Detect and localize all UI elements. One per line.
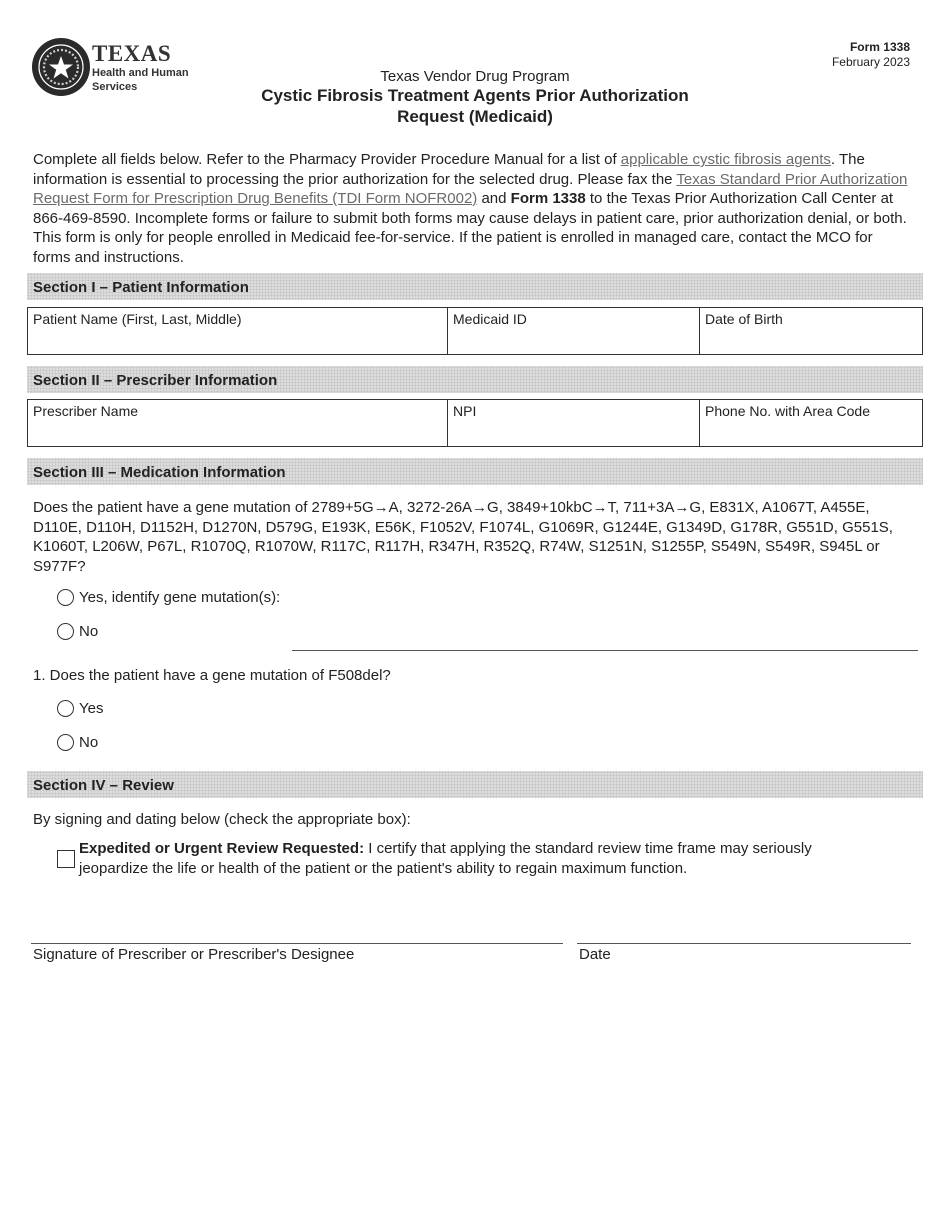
cystic-fibrosis-agents-link[interactable]: applicable cystic fibrosis agents bbox=[620, 151, 831, 168]
patient-info-row bbox=[27, 307, 923, 355]
npi-field[interactable] bbox=[448, 400, 700, 446]
medicaid-id-label: Medicaid ID bbox=[453, 311, 527, 327]
expedited-review-heading: Expedited or Urgent Review Requested: bbox=[79, 840, 365, 857]
f508del-yes-label: Yes bbox=[79, 700, 104, 717]
date-of-birth-field[interactable] bbox=[700, 308, 922, 354]
form-title-line-1: Cystic Fibrosis Treatment Agents Prior Authorization bbox=[261, 86, 689, 105]
question-number: 1. bbox=[33, 667, 46, 684]
signature-label: Signature of Prescriber or Prescriber's Designee bbox=[33, 946, 355, 963]
medicaid-id-field[interactable] bbox=[448, 308, 700, 354]
intro-form-number: Form 1338 bbox=[510, 190, 586, 207]
f508del-question bbox=[33, 666, 391, 686]
form-number-block bbox=[832, 40, 910, 70]
expedited-review-text: I certify that applying the standard review time frame may seriously jeopardize the life or health of the patient or the patient's ability to regain maximum function. bbox=[79, 840, 812, 877]
intro-text-3: and bbox=[477, 190, 511, 207]
tdi-form-link[interactable]: Texas Standard Prior Authorization Request Form for Prescription Drug Benefits (TDI Form NOFR002) bbox=[33, 170, 908, 207]
gene-mutation-question: Does the patient have a gene mutation of 2789+5G→A, 3272-26A→G, 3849+10kbC→T, 711+3A→G, E831X, A1067T, A455E, D110E, D110H, D1152H, D1270N, D579G, E193K, E56K, F1052V, F1074L, G1069R, G1244E, G1349D, G178R, G551D, G551S, K1060T, L206W, P67L, R1070Q, R1070W, R117C, R117H, R347H, R352Q, R74W, S1251N, S1255P, S549N, S549R, S945L or S977F? bbox=[33, 499, 893, 575]
npi-label: NPI bbox=[453, 403, 477, 419]
f508del-no-label: No bbox=[79, 734, 99, 751]
mutation-yes-label: Yes, identify gene mutation(s): bbox=[79, 589, 281, 606]
review-instruction: By signing and dating below (check the appropriate box): bbox=[33, 811, 411, 828]
patient-name-label: Patient Name (First, Last, Middle) bbox=[33, 311, 242, 327]
date-of-birth-label: Date of Birth bbox=[705, 311, 783, 327]
section-4-header: Section IV – Review bbox=[27, 771, 923, 798]
patient-name-field[interactable] bbox=[28, 308, 448, 354]
logo-subtitle-2: Services bbox=[92, 81, 138, 93]
f508del-question-text: Does the patient have a gene mutation of F508del? bbox=[45, 667, 391, 684]
form-title-line-2: Request (Medicaid) bbox=[397, 107, 553, 126]
form-date: February 2023 bbox=[831, 55, 910, 69]
expedited-review-statement bbox=[79, 839, 879, 878]
expedited-review-checkbox[interactable] bbox=[57, 850, 75, 868]
form-titles bbox=[0, 68, 950, 127]
intro-paragraph bbox=[33, 150, 913, 267]
mutation-yes-radio[interactable] bbox=[57, 589, 74, 606]
program-name: Texas Vendor Drug Program bbox=[380, 68, 570, 85]
gene-mutation-input-line[interactable] bbox=[292, 650, 918, 651]
intro-text-1: Complete all fields below. Refer to the Pharmacy Provider Procedure Manual for a list of bbox=[33, 151, 621, 168]
form-number: Form 1338 bbox=[849, 40, 910, 54]
logo-subtitle-1: Health and Human bbox=[92, 67, 189, 79]
section-2-header: Section II – Prescriber Information bbox=[27, 366, 923, 393]
section-3-header: Section III – Medication Information bbox=[27, 458, 923, 485]
f508del-no-radio[interactable] bbox=[57, 734, 74, 751]
mutation-no-label: No bbox=[79, 623, 99, 640]
f508del-yes-radio[interactable] bbox=[57, 700, 74, 717]
signature-line[interactable] bbox=[31, 943, 563, 944]
prescriber-name-field[interactable] bbox=[28, 400, 448, 446]
prescriber-info-row bbox=[27, 399, 923, 447]
phone-number-field[interactable] bbox=[700, 400, 922, 446]
logo-title: TEXAS bbox=[92, 41, 172, 66]
date-label: Date bbox=[579, 946, 611, 963]
mutation-no-radio[interactable] bbox=[57, 623, 74, 640]
date-line[interactable] bbox=[577, 943, 911, 944]
section-1-header: Section I – Patient Information bbox=[27, 273, 923, 300]
intro-text-2: . The information is essential to processing the prior authorization for the selected drug. Please fax the bbox=[33, 151, 865, 188]
phone-number-label: Phone No. with Area Code bbox=[705, 403, 870, 419]
intro-text-4: to the Texas Prior Authorization Call Center at 866-469-8590. Incomplete forms or failure to submit both forms may cause delays in patient care, prior authorization denial, or both. This form is only for people enrolled in Medicaid fee-for-service. If the patient is enrolled in managed care, contact the MCO for forms and instructions. bbox=[33, 190, 907, 266]
prescriber-name-label: Prescriber Name bbox=[33, 403, 139, 419]
